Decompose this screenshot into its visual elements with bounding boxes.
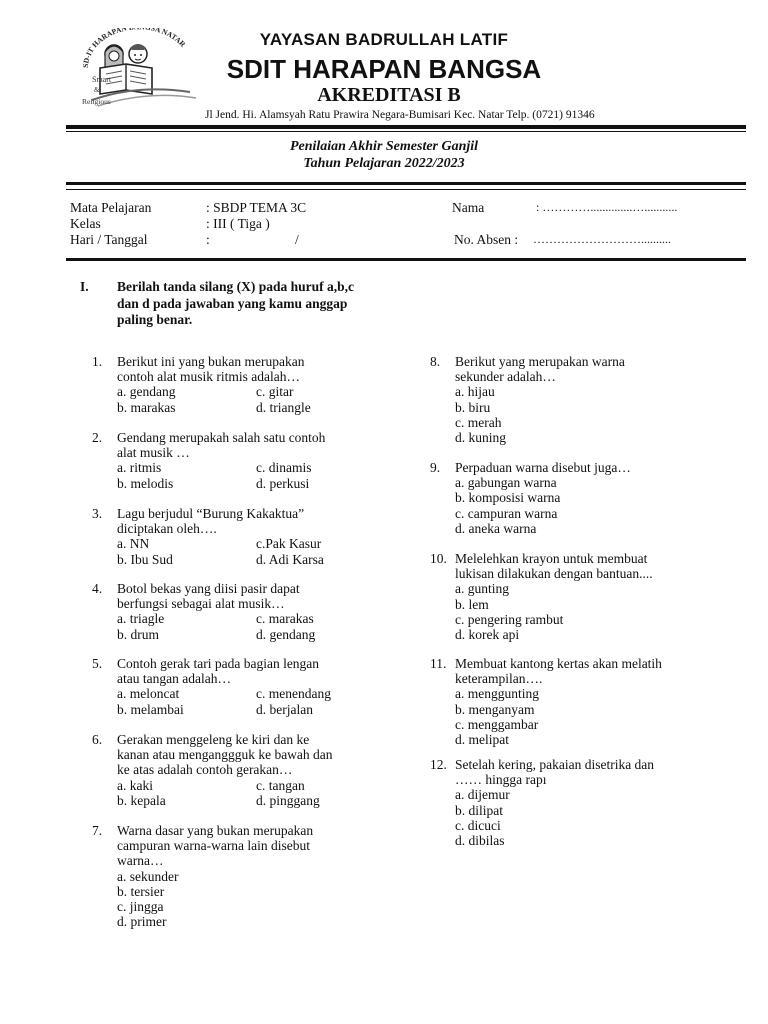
question-stem-line: diciptakan oleh….: [117, 521, 217, 537]
question-number: 4.: [92, 581, 103, 596]
question-number: 2.: [92, 430, 103, 445]
answer-option[interactable]: d. triangle: [256, 399, 311, 415]
answer-option-row: [455, 581, 720, 596]
answer-option[interactable]: c. merah: [455, 414, 502, 430]
name-label: Nama: [452, 200, 485, 215]
answer-option-row: [455, 717, 720, 732]
answer-option-row: [455, 384, 720, 399]
answer-options: [117, 611, 382, 641]
answer-option[interactable]: a. dijemur: [455, 787, 510, 803]
answer-option[interactable]: a. sekunder: [117, 868, 179, 884]
question-12: [430, 757, 720, 848]
answer-option-row: [117, 460, 382, 475]
question-number: 10.: [430, 551, 447, 566]
answer-option-row: [117, 869, 382, 884]
question-stem-line: sekunder adalah…: [455, 369, 556, 385]
answer-option[interactable]: a. triagle: [117, 611, 165, 627]
absen-label: No. Absen :: [454, 232, 519, 247]
question-number: 3.: [92, 506, 103, 521]
question-stem-line: warna…: [117, 853, 164, 869]
answer-option-row: [117, 552, 382, 567]
answer-option[interactable]: b. melodis: [117, 475, 174, 491]
question-stem-line: Gendang merupakah salah satu contoh: [117, 430, 326, 445]
question-stem: [455, 460, 720, 475]
question-stem-line: atau tangan adalah…: [117, 671, 231, 687]
question-stem-line: Melelehkan krayon untuk membuat: [455, 551, 648, 566]
foundation-name: YAYASAN BADRULLAH LATIF: [259, 30, 509, 49]
question-stem-line: ke atas adalah contoh gerakan…: [117, 762, 293, 778]
answer-option-row: [455, 612, 720, 627]
answer-option-row: [455, 803, 720, 818]
date-colon: :: [206, 232, 210, 247]
answer-option-row: [117, 384, 382, 399]
question-stem-line: keterampilan….: [455, 671, 543, 687]
answer-option[interactable]: a. gunting: [455, 581, 509, 597]
answer-option-row: [117, 702, 382, 717]
answer-option-row: [455, 787, 720, 802]
answer-option-row: [117, 899, 382, 914]
question-8: [430, 354, 720, 445]
answer-option[interactable]: d. korek api: [455, 627, 520, 643]
answer-option[interactable]: a. hijau: [455, 384, 495, 400]
question-6: [92, 732, 382, 808]
answer-option[interactable]: c. marakas: [256, 611, 314, 627]
question-stem-line: contoh alat musik ritmis adalah…: [117, 369, 300, 385]
answer-option-row: [455, 400, 720, 415]
answer-option[interactable]: b. drum: [117, 626, 159, 642]
answer-options: [455, 787, 720, 848]
answer-options: [117, 536, 382, 566]
question-stem-line: Berikut ini yang bukan merupakan: [117, 354, 305, 369]
question-number: 1.: [92, 354, 103, 369]
answer-option[interactable]: c. dicuci: [455, 817, 501, 833]
answer-option-row: [117, 884, 382, 899]
exam-year: Tahun Pelajaran 2022/2023: [303, 156, 465, 171]
answer-option[interactable]: d. berjalan: [256, 701, 313, 717]
answer-option[interactable]: d. gendang: [256, 626, 316, 642]
answer-option[interactable]: a. kaki: [117, 777, 153, 793]
answer-option[interactable]: d. dibilas: [455, 833, 505, 849]
answer-option[interactable]: b. marakas: [117, 399, 176, 415]
answer-options: [117, 869, 382, 930]
answer-option[interactable]: c. jingga: [117, 899, 164, 915]
answer-option[interactable]: b. Ibu Sud: [117, 551, 173, 567]
question-number: 9.: [430, 460, 441, 475]
logo-tagline-smart: Smart: [92, 75, 112, 84]
absen-field[interactable]: ………………………..........: [533, 232, 671, 246]
answer-option-row: [117, 536, 382, 551]
question-number: 5.: [92, 656, 103, 671]
class-value: : III ( Tiga ): [206, 216, 270, 231]
answer-option[interactable]: a. NN: [117, 536, 150, 552]
answer-option[interactable]: c. campuran warna: [455, 505, 558, 521]
exam-title: Penilaian Akhir Semester Ganjil: [289, 139, 479, 154]
answer-option[interactable]: b. lem: [455, 596, 489, 612]
question-stem-line: alat musik …: [117, 445, 190, 461]
question-stem-line: Lagu berjudul “Burung Kakaktua”: [117, 506, 305, 521]
question-stem: [455, 354, 720, 384]
title-divider-thin: [66, 189, 746, 190]
question-5: [92, 656, 382, 717]
answer-option-row: [455, 833, 720, 848]
answer-option-row: [117, 778, 382, 793]
question-number: 8.: [430, 354, 441, 369]
answer-option[interactable]: a. gendang: [117, 384, 176, 400]
accreditation-label: AKREDITASI B: [317, 84, 461, 106]
answer-options: [455, 686, 720, 747]
section-instruction: Berilah tanda silang (X) pada huruf a,b,c dan d pada jawaban yang kamu anggap paling benar.: [117, 279, 355, 327]
answer-option[interactable]: d. Adi Karsa: [256, 551, 324, 567]
question-stem: [117, 732, 382, 778]
answer-option[interactable]: a. menggunting: [455, 686, 539, 702]
identity-divider: [66, 258, 746, 261]
answer-option-row: [455, 490, 720, 505]
answer-option-row: [117, 793, 382, 808]
answer-option[interactable]: b. dilipat: [455, 802, 503, 818]
question-number: 12.: [430, 757, 447, 772]
answer-option[interactable]: c. menendang: [256, 686, 331, 702]
answer-option[interactable]: c. tangan: [256, 777, 305, 793]
date-slash: /: [295, 232, 299, 247]
answer-option[interactable]: d. perkusi: [256, 475, 310, 491]
answer-options: [455, 581, 720, 642]
question-11: [430, 656, 720, 747]
answer-option[interactable]: d. primer: [117, 914, 167, 930]
question-stem: [117, 581, 382, 611]
answer-option-row: [455, 702, 720, 717]
question-stem-line: Warna dasar yang bukan merupakan: [117, 823, 314, 838]
answer-option-row: [455, 732, 720, 747]
question-stem: [117, 823, 382, 869]
question-number: 7.: [92, 823, 103, 838]
header-divider-thin: [66, 131, 746, 132]
answer-option[interactable]: a. ritmis: [117, 460, 162, 476]
answer-option[interactable]: b. menganyam: [455, 701, 535, 717]
answer-options: [117, 384, 382, 414]
question-9: [430, 460, 720, 536]
school-address: Jl Jend. Hi. Alamsyah Ratu Prawira Negara-Bumisari Kec. Natar Telp. (0721) 91346: [205, 109, 595, 121]
answer-option[interactable]: c. gitar: [256, 384, 294, 400]
answer-option-row: [455, 627, 720, 642]
school-name: SDIT HARAPAN BANGSA: [226, 54, 542, 84]
answer-options: [455, 475, 720, 536]
name-field[interactable]: : …………..............…...........: [536, 200, 678, 214]
answer-option-row: [455, 415, 720, 430]
question-stem: [455, 656, 720, 686]
answer-option-row: [117, 476, 382, 491]
answer-option[interactable]: b. melambai: [117, 701, 184, 717]
question-stem-line: Perpaduan warna disebut juga…: [455, 460, 631, 475]
question-stem: [117, 354, 382, 384]
question-3: [92, 506, 382, 567]
logo-tagline-religious: Religious: [82, 97, 111, 106]
question-7: [92, 823, 382, 929]
answer-option-row: [455, 818, 720, 833]
answer-option-row: [455, 430, 720, 445]
answer-option-row: [117, 611, 382, 626]
answer-option-row: [117, 686, 382, 701]
question-1: [92, 354, 382, 415]
answer-option[interactable]: c. menggambar: [455, 716, 539, 732]
answer-options: [117, 686, 382, 716]
class-label: Kelas: [70, 216, 101, 231]
answer-options: [117, 460, 382, 490]
question-stem-line: berfungsi sebagai alat musik…: [117, 596, 285, 612]
question-stem-line: Membuat kantong kertas akan melatih: [455, 656, 662, 671]
question-stem-line: Botol bekas yang diisi pasir dapat: [117, 581, 300, 596]
logo-tagline-amp: &: [94, 86, 100, 94]
answer-option-row: [455, 686, 720, 701]
question-stem-line: campuran warna-warna lain disebut: [117, 838, 311, 854]
answer-option[interactable]: b. tersier: [117, 883, 165, 899]
title-divider: [66, 182, 746, 185]
answer-option-row: [455, 597, 720, 612]
answer-option[interactable]: d. melipat: [455, 732, 509, 748]
question-stem-line: Gerakan menggeleng ke kiri dan ke: [117, 732, 310, 747]
question-stem: [455, 757, 720, 787]
answer-options: [455, 384, 720, 445]
answer-option-row: [455, 521, 720, 536]
answer-option-row: [455, 475, 720, 490]
subject-label: Mata Pelajaran: [70, 200, 152, 215]
question-stem-line: Contoh gerak tari pada bagian lengan: [117, 656, 320, 671]
question-4: [92, 581, 382, 642]
answer-option[interactable]: c.Pak Kasur: [256, 536, 322, 552]
answer-option[interactable]: c. dinamis: [256, 460, 312, 476]
question-10: [430, 551, 720, 642]
answer-option[interactable]: c. pengering rambut: [455, 611, 564, 627]
answer-options: [117, 778, 382, 808]
answer-option[interactable]: a. meloncat: [117, 686, 180, 702]
header-divider-thick: [66, 125, 746, 129]
question-stem-line: Berikut yang merupakan warna: [455, 354, 625, 369]
answer-option-row: [117, 400, 382, 415]
answer-option-row: [117, 914, 382, 929]
question-stem: [455, 551, 720, 581]
answer-option-row: [117, 627, 382, 642]
answer-option[interactable]: a. gabungan warna: [455, 475, 557, 491]
section-number: I.: [80, 279, 89, 294]
question-number: 11.: [430, 656, 447, 671]
answer-option[interactable]: d. pinggang: [256, 792, 320, 808]
subject-value: : SBDP TEMA 3C: [206, 200, 307, 215]
logo-arc-text: SD-IT HARAPAN SA NATAR: [80, 28, 188, 69]
answer-option-row: [455, 506, 720, 521]
answer-option[interactable]: d. aneka warna: [455, 520, 537, 536]
answer-option[interactable]: b. kepala: [117, 792, 166, 808]
question-stem-line: kanan atau menganggguk ke bawah dan: [117, 747, 333, 763]
question-stem: [117, 656, 382, 686]
question-stem-line: lukisan dilakukan dengan bantuan....: [455, 566, 653, 582]
date-label: Hari / Tanggal: [70, 232, 148, 247]
answer-option[interactable]: b. biru: [455, 399, 491, 415]
question-stem: [117, 506, 382, 536]
answer-option[interactable]: d. kuning: [455, 430, 507, 446]
question-stem: [117, 430, 382, 460]
question-stem-line: Setelah kering, pakaian disetrika dan: [455, 757, 655, 772]
question-stem-line: …… hingga rapı: [455, 772, 547, 788]
question-2: [92, 430, 382, 491]
question-number: 6.: [92, 732, 103, 747]
answer-option[interactable]: b. komposisi warna: [455, 490, 561, 506]
